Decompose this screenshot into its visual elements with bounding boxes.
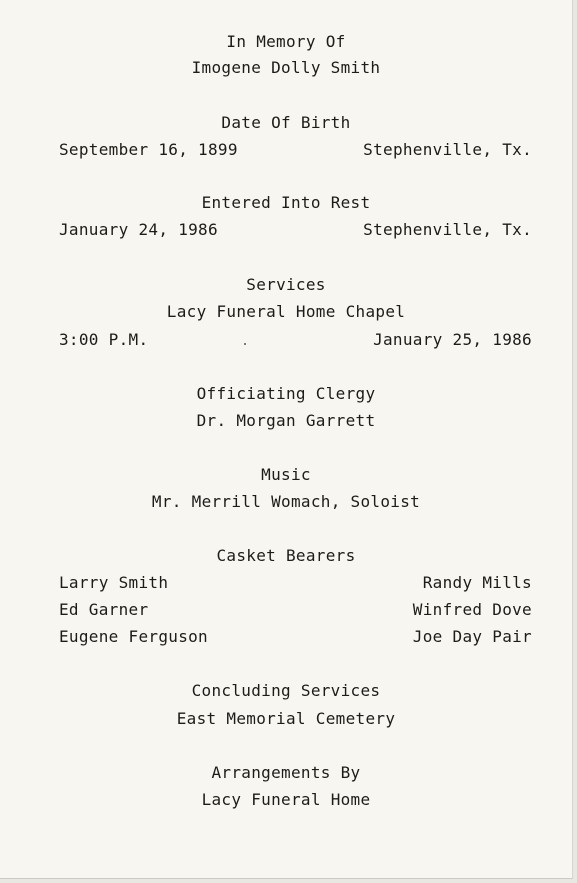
bearer-right-1: Randy Mills — [422, 573, 532, 592]
paper-speck — [244, 343, 246, 345]
services-heading: Services — [246, 275, 326, 294]
birth-place: Stephenville, Tx. — [363, 140, 532, 159]
concluding-heading: Concluding Services — [191, 681, 381, 700]
clergy-heading: Officiating Clergy — [196, 384, 376, 403]
memory-heading: In Memory Of — [226, 32, 346, 51]
arrangements-heading: Arrangements By — [211, 763, 361, 782]
rest-date: January 24, 1986 — [59, 220, 218, 239]
bearer-left-1: Larry Smith — [59, 573, 169, 592]
services-date: January 25, 1986 — [373, 330, 532, 349]
arrangements-provider: Lacy Funeral Home — [201, 790, 371, 809]
bearer-left-2: Ed Garner — [59, 600, 149, 619]
services-time: 3:00 P.M. — [59, 330, 149, 349]
birth-date: September 16, 1899 — [59, 140, 238, 159]
concluding-location: East Memorial Cemetery — [176, 709, 396, 728]
music-performer: Mr. Merrill Womach, Soloist — [151, 492, 421, 511]
bearers-heading: Casket Bearers — [216, 546, 356, 565]
music-heading: Music — [261, 465, 311, 484]
bearer-right-3: Joe Day Pair — [412, 627, 532, 646]
rest-heading: Entered Into Rest — [201, 193, 371, 212]
services-location: Lacy Funeral Home Chapel — [166, 302, 406, 321]
rest-place: Stephenville, Tx. — [363, 220, 532, 239]
clergy-name: Dr. Morgan Garrett — [196, 411, 376, 430]
bearer-left-3: Eugene Ferguson — [59, 627, 208, 646]
deceased-name: Imogene Dolly Smith — [191, 58, 381, 77]
birth-heading: Date Of Birth — [221, 113, 351, 132]
bearer-right-2: Winfred Dove — [412, 600, 532, 619]
